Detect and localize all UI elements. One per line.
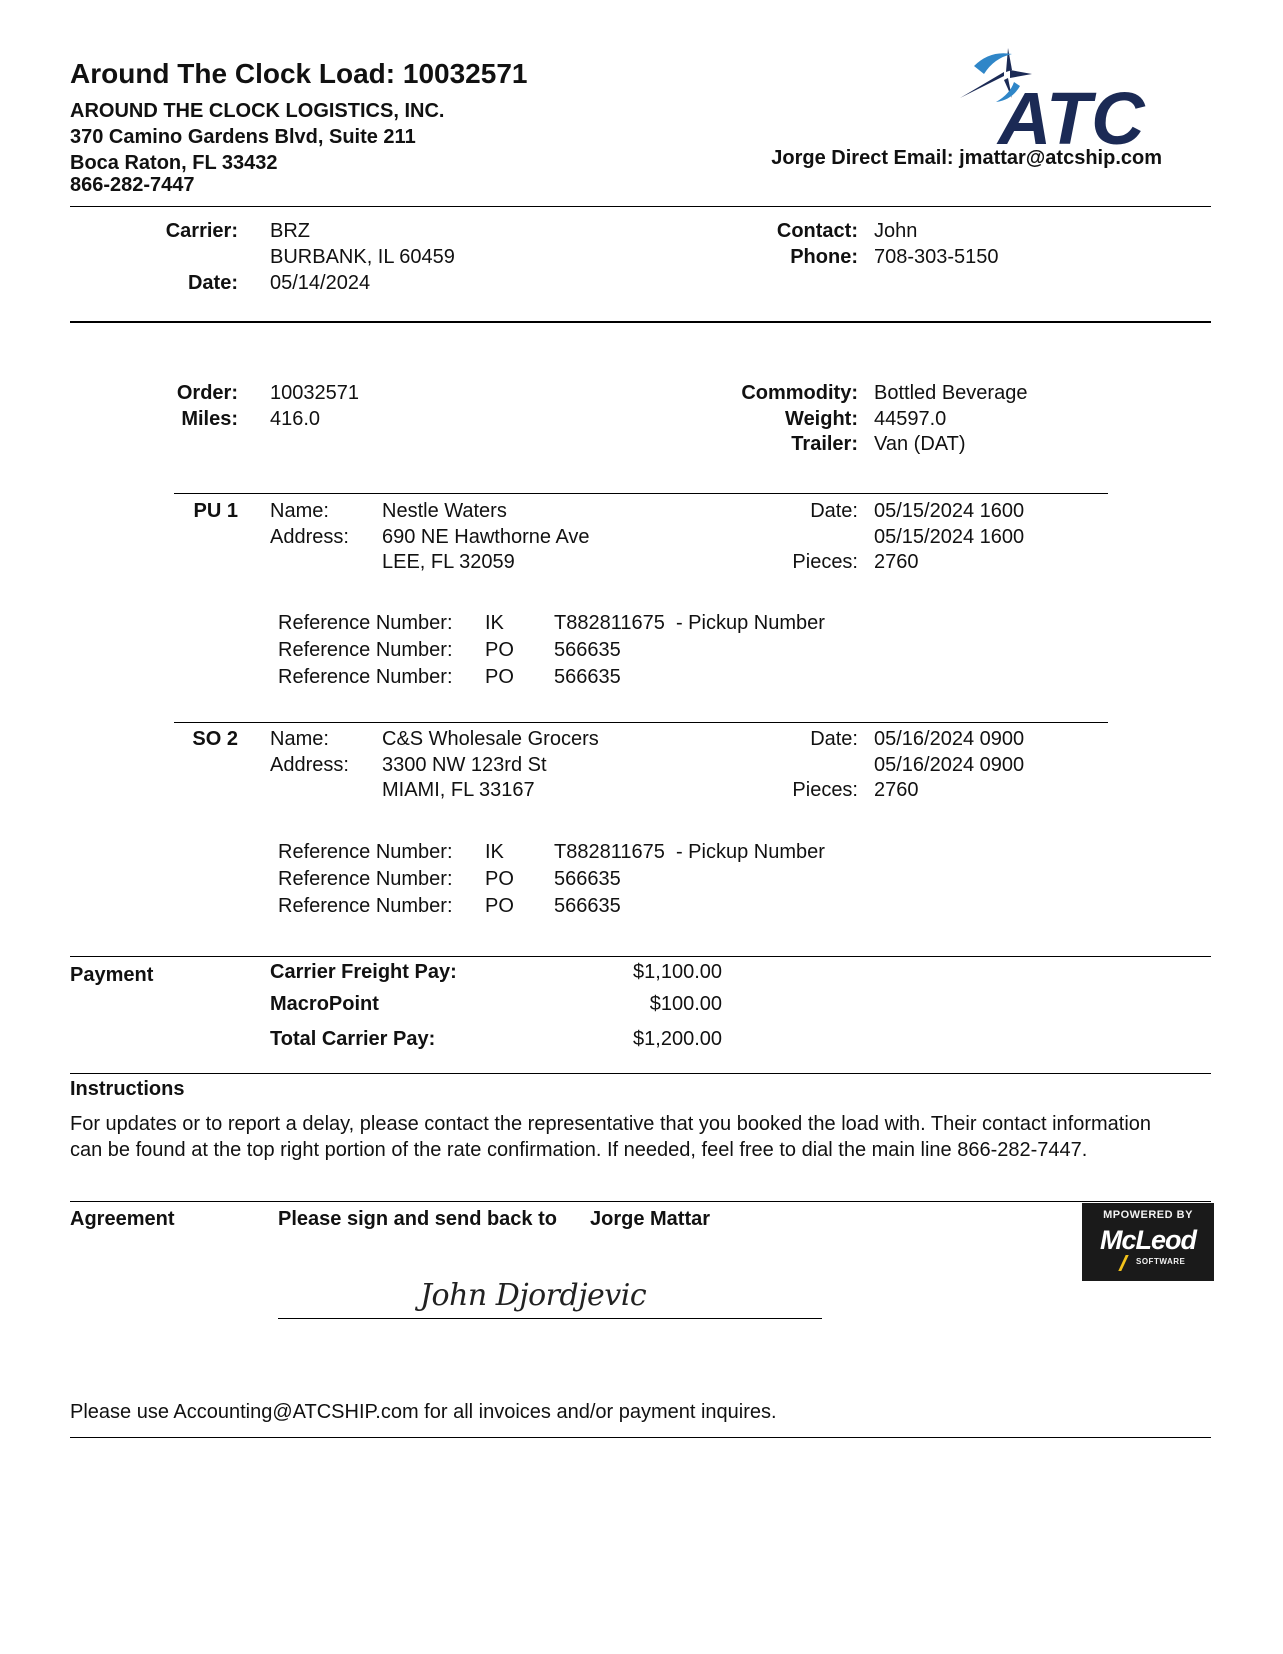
payment-line-label: Carrier Freight Pay: <box>270 961 457 983</box>
stop-date-1: 05/16/2024 0900 <box>874 728 1025 750</box>
reference-type: PO <box>485 639 514 661</box>
logo-text: ATC <box>998 77 1145 148</box>
signature-line <box>278 1318 822 1319</box>
carrier-date: 05/14/2024 <box>270 272 371 294</box>
order-label: Order: <box>176 382 238 404</box>
reference-type: IK <box>485 612 504 634</box>
reference-label: Reference Number: <box>278 841 453 863</box>
stop-name: Nestle Waters <box>382 500 507 522</box>
stop-code: PU 1 <box>193 500 238 522</box>
stop-address-line1: 690 NE Hawthorne Ave <box>382 526 590 548</box>
divider <box>174 493 1108 494</box>
divider <box>70 1201 1211 1202</box>
miles-value: 416.0 <box>270 408 321 430</box>
direct-email: Jorge Direct Email: jmattar@atcship.com <box>771 147 1162 169</box>
badge-sub: SOFTWARE <box>1136 1257 1186 1266</box>
reference-type: IK <box>485 841 504 863</box>
trailer-label: Trailer: <box>791 433 858 455</box>
reference-label: Reference Number: <box>278 639 453 661</box>
stop-pieces-label: Pieces: <box>792 551 858 573</box>
accounting-note: Please use Accounting@ATCSHIP.com for all invoices and/or payment inquires. <box>70 1401 777 1423</box>
reference-value: 566635 <box>554 868 621 890</box>
stop-address-label: Address: <box>270 754 349 776</box>
instructions-line1: For updates or to report a delay, please contact the representative that you booked the load with. Their contact information <box>70 1113 1152 1135</box>
company-address-line1: 370 Camino Gardens Blvd, Suite 211 <box>70 126 416 148</box>
stop-address-line2: MIAMI, FL 33167 <box>382 779 535 801</box>
stop-name-label: Name: <box>270 728 329 750</box>
payment-line-label: MacroPoint <box>270 993 379 1015</box>
stop-address-line2: LEE, FL 32059 <box>382 551 515 573</box>
commodity-label: Commodity: <box>741 382 858 404</box>
stop-name: C&S Wholesale Grocers <box>382 728 599 750</box>
weight-label: Weight: <box>785 408 858 430</box>
reference-type: PO <box>485 666 514 688</box>
stop-date-2: 05/16/2024 0900 <box>874 754 1025 776</box>
badge-top-text: MPOWERED BY <box>1103 1209 1193 1221</box>
reference-type: PO <box>485 868 514 890</box>
reference-value: T882811675 - Pickup Number <box>554 841 825 863</box>
stop-date-1: 05/15/2024 1600 <box>874 500 1025 522</box>
instructions-line2: can be found at the top right portion of the rate confirmation. If needed, feel free to dial the main line 866-282-7447. <box>70 1139 1088 1161</box>
contact-phone: 708-303-5150 <box>874 246 999 268</box>
stop-code: SO 2 <box>192 728 238 750</box>
reference-value: T882811675 - Pickup Number <box>554 612 825 634</box>
signature: John Djordjevic <box>420 1278 647 1313</box>
reference-value: 566635 <box>554 666 621 688</box>
stop-date-label: Date: <box>810 500 858 522</box>
payment-heading: Payment <box>70 964 154 986</box>
divider <box>70 956 1211 957</box>
divider <box>70 1437 1211 1438</box>
payment-total-label: Total Carrier Pay: <box>270 1028 436 1050</box>
payment-line-amount: $100.00 <box>649 993 722 1015</box>
sign-recipient: Jorge Mattar <box>590 1208 711 1230</box>
agreement-heading: Agreement <box>70 1208 175 1230</box>
stop-pieces: 2760 <box>874 779 919 801</box>
reference-label: Reference Number: <box>278 868 453 890</box>
commodity-value: Bottled Beverage <box>874 382 1028 404</box>
divider <box>70 206 1211 207</box>
reference-label: Reference Number: <box>278 666 453 688</box>
company-phone: 866-282-7447 <box>70 174 195 196</box>
reference-value: 566635 <box>554 895 621 917</box>
company-name: AROUND THE CLOCK LOGISTICS, INC. <box>70 100 445 122</box>
divider <box>70 1073 1211 1074</box>
contact-name: John <box>874 220 918 242</box>
reference-value: 566635 <box>554 639 621 661</box>
carrier-date-label: Date: <box>187 272 238 294</box>
mcleod-badge <box>1082 1203 1214 1281</box>
instructions-heading: Instructions <box>70 1078 185 1100</box>
reference-label: Reference Number: <box>278 895 453 917</box>
stop-name-label: Name: <box>270 500 329 522</box>
divider <box>174 722 1108 723</box>
phone-label: Phone: <box>790 246 858 268</box>
miles-label: Miles: <box>181 408 238 430</box>
company-address-line2: Boca Raton, FL 33432 <box>70 152 278 174</box>
order-number: 10032571 <box>270 382 359 404</box>
page-title: Around The Clock Load: 10032571 <box>70 58 528 89</box>
badge-accent-slash <box>1118 1255 1128 1271</box>
reference-label: Reference Number: <box>278 612 453 634</box>
carrier-name: BRZ <box>270 220 310 242</box>
carrier-label: Carrier: <box>165 220 238 242</box>
trailer-value: Van (DAT) <box>874 433 966 455</box>
stop-pieces: 2760 <box>874 551 919 573</box>
stop-pieces-label: Pieces: <box>792 779 858 801</box>
payment-line-amount: $1,100.00 <box>633 961 722 983</box>
stop-address-label: Address: <box>270 526 349 548</box>
weight-value: 44597.0 <box>874 408 947 430</box>
stop-date-2: 05/15/2024 1600 <box>874 526 1025 548</box>
stop-date-label: Date: <box>810 728 858 750</box>
stop-address-line1: 3300 NW 123rd St <box>382 754 547 776</box>
divider <box>70 321 1211 323</box>
payment-total-amount: $1,200.00 <box>633 1028 722 1050</box>
reference-type: PO <box>485 895 514 917</box>
sign-instruction: Please sign and send back to <box>278 1208 557 1230</box>
badge-brand: McLeod <box>1099 1225 1196 1255</box>
carrier-city: BURBANK, IL 60459 <box>270 246 455 268</box>
atc-logo <box>940 40 1170 148</box>
contact-label: Contact: <box>776 220 858 242</box>
